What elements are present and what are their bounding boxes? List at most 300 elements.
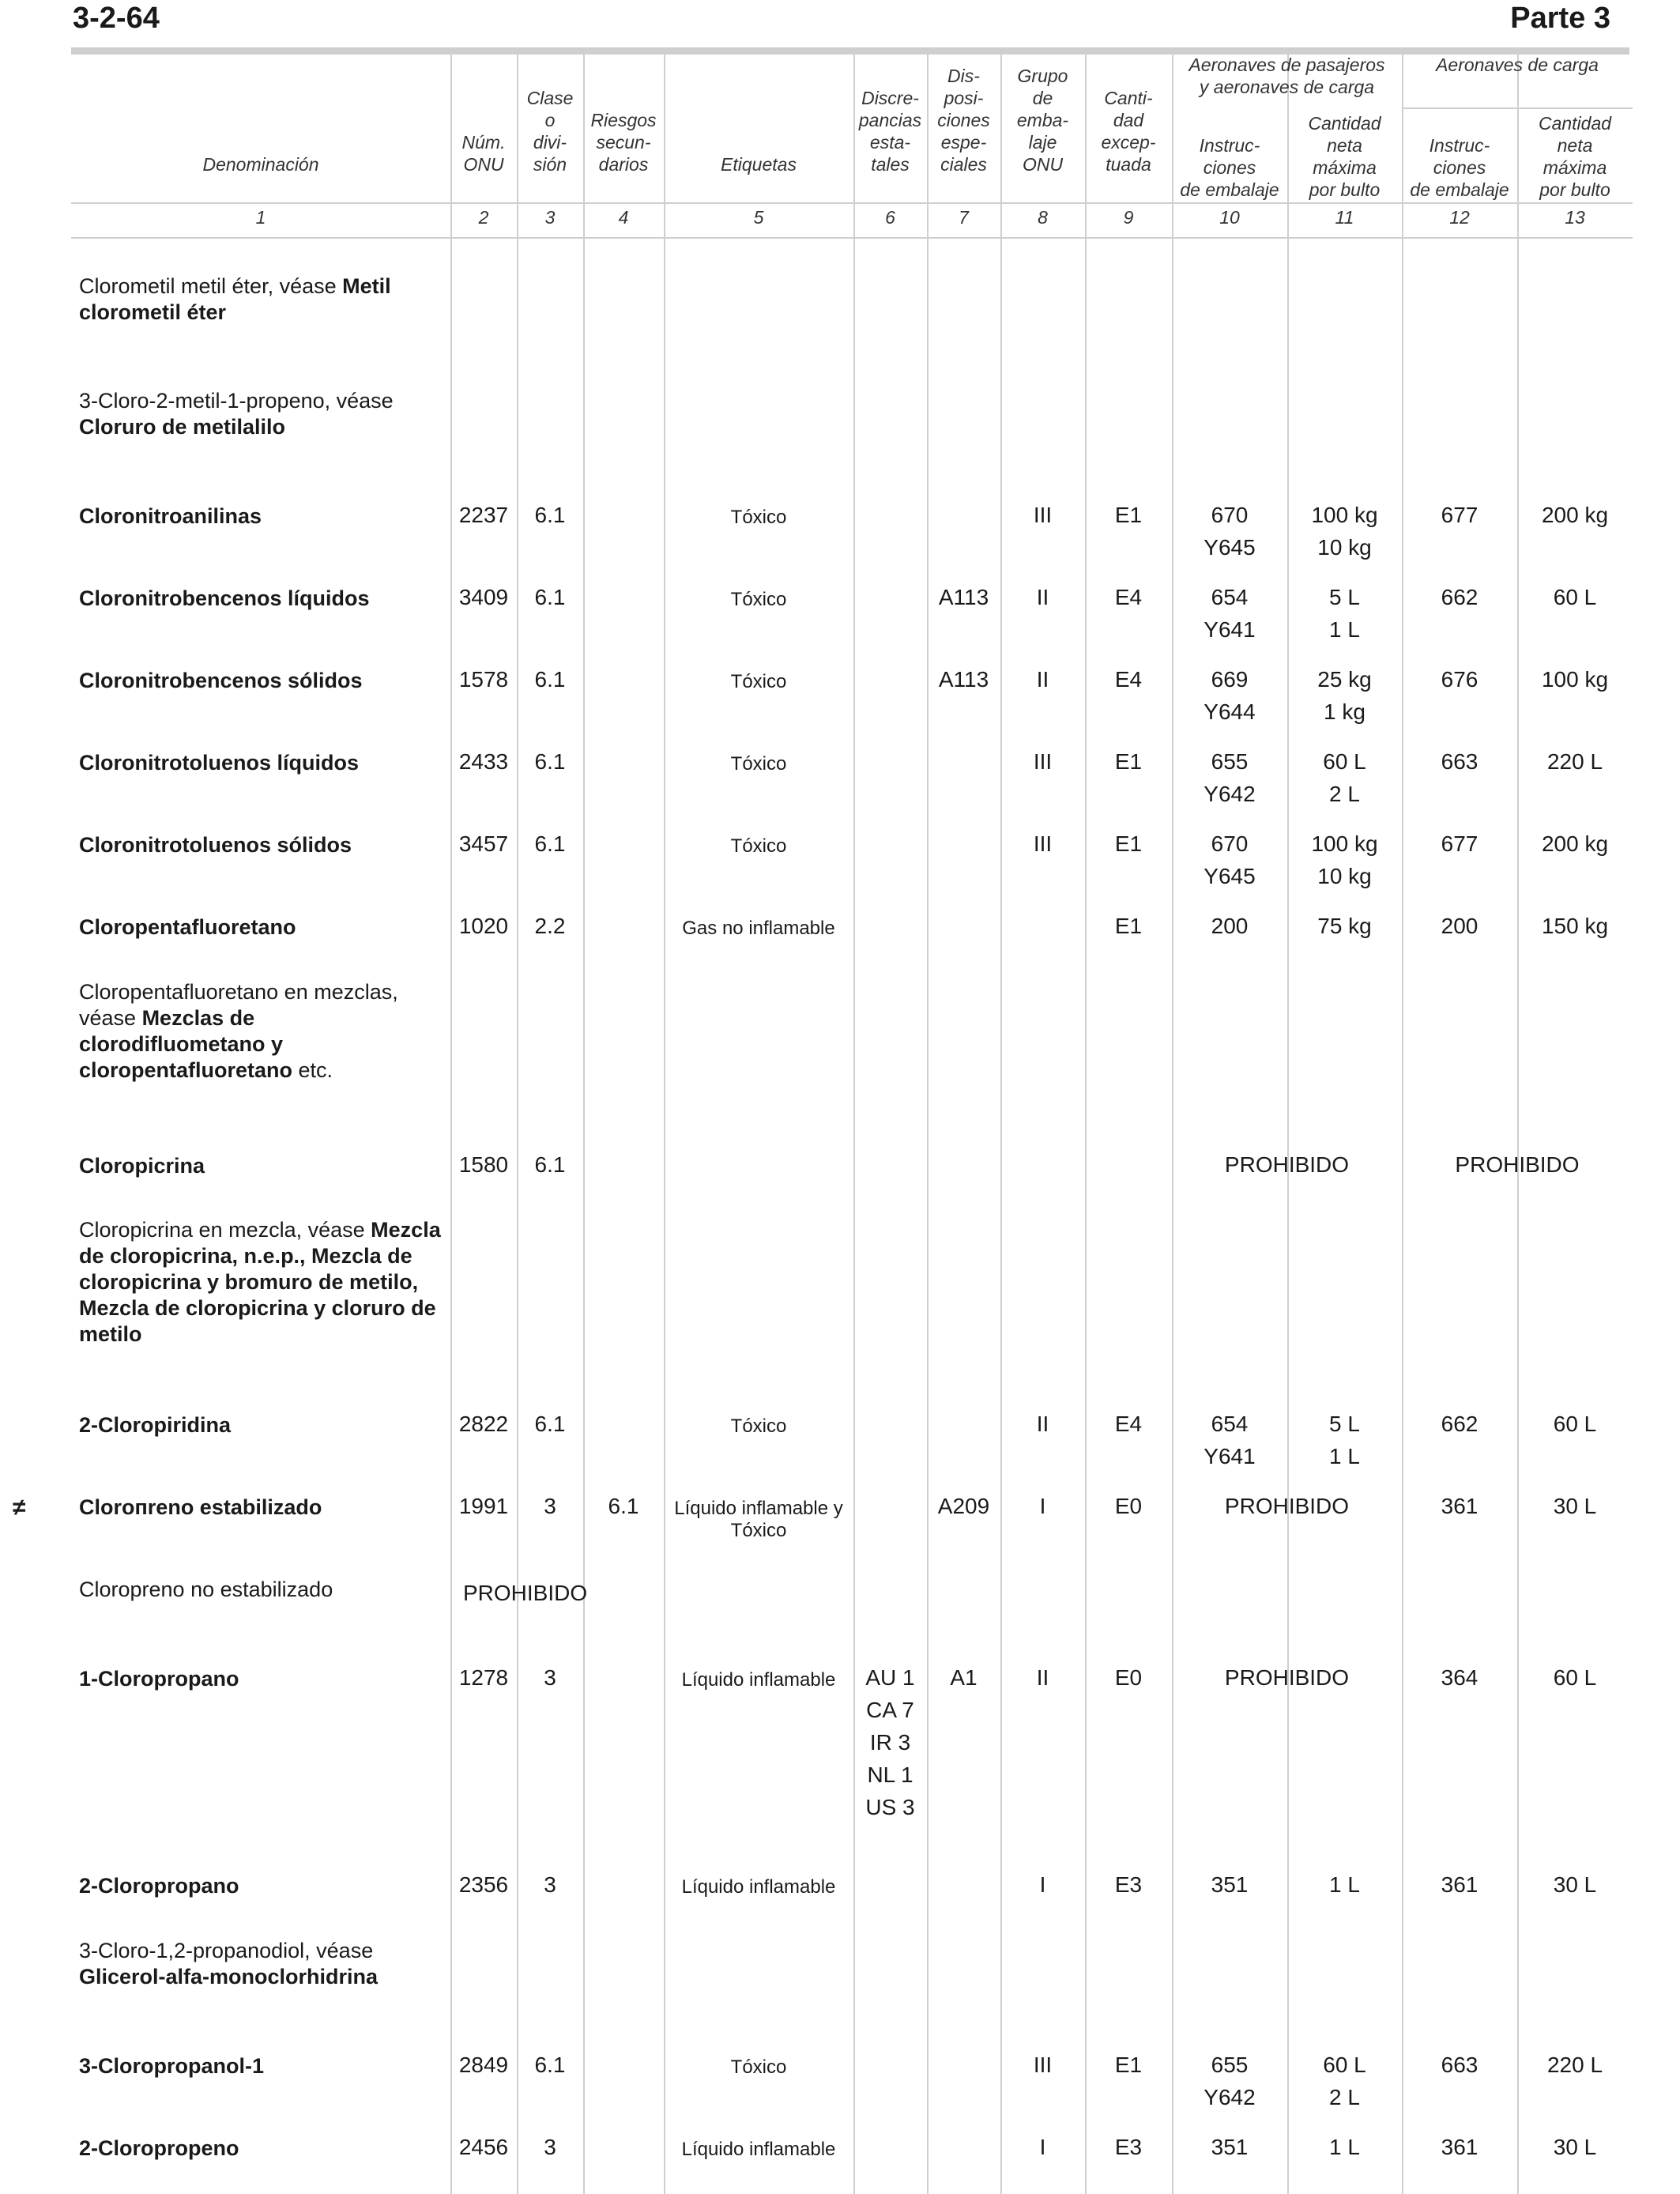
header-line: Discre- (861, 88, 919, 108)
cell-line: US 3 (865, 1795, 915, 1819)
cell-line: II (1036, 667, 1049, 692)
cell-line: Líquido inflamable y Tóxico (674, 1498, 843, 1541)
cell-un (450, 1148, 517, 1181)
cell-c12 (1402, 745, 1517, 778)
cell-c13 (1517, 1408, 1633, 1440)
header-state-variations (853, 87, 927, 175)
cell-line: 670 (1211, 503, 1249, 527)
cell-line: 30 L (1553, 1494, 1597, 1518)
cell-clase (517, 827, 583, 860)
name-part: 1-Cloropropano (79, 1667, 239, 1691)
cell-line: E1 (1114, 749, 1143, 774)
cell-c11 (1287, 1408, 1402, 1472)
cell-line: I (1039, 1494, 1046, 1518)
cell-line: 351 (1211, 1872, 1249, 1897)
cell-line: 6.1 (534, 1412, 566, 1436)
cell-line: 351 (1211, 2135, 1249, 2159)
cell-c11 (1287, 663, 1402, 728)
cell-line: A113 (938, 667, 989, 692)
cell-disp (927, 581, 1000, 613)
cell-line: 2822 (458, 1412, 509, 1436)
header-line: neta (1557, 135, 1593, 156)
cell-c11 (1287, 499, 1402, 564)
cell-line: 654 (1211, 1412, 1249, 1436)
header-line: laje (1028, 132, 1057, 153)
cell-line: IR 3 (869, 1730, 911, 1755)
substance-name (79, 1577, 443, 1603)
cell-grupo (1000, 1661, 1085, 1694)
cell-c11 (1287, 827, 1402, 892)
cell-line: 2 L (1329, 2085, 1360, 2109)
cell-line: Tóxico (730, 753, 787, 775)
header-line: ONU (463, 154, 504, 175)
cell-cant (1085, 1408, 1172, 1440)
cell-c13 (1517, 910, 1633, 942)
cell-line: 3409 (458, 585, 509, 609)
header-line: esta- (869, 132, 911, 153)
cell-line: 75 kg (1317, 914, 1372, 938)
header-line: tales (871, 154, 910, 175)
cell-line: 30 L (1553, 2135, 1597, 2159)
header-line: y aeronaves de carga (1199, 77, 1375, 97)
cell-line: I (1039, 2135, 1046, 2159)
cell-line: 1278 (458, 1665, 509, 1690)
cell-line: E4 (1114, 585, 1143, 609)
cell-line: E1 (1114, 503, 1143, 527)
header-line: ciones (1203, 157, 1256, 178)
substance-name (79, 1153, 443, 1179)
cell-clase (517, 2131, 583, 2163)
header-line: o (544, 110, 556, 130)
cell-line: 2237 (458, 503, 509, 527)
cell-cant (1085, 1868, 1172, 1901)
substance-name (79, 750, 443, 776)
substance-name (79, 1217, 443, 1348)
substance-name (79, 1666, 443, 1692)
cell-c13 (1517, 499, 1633, 531)
name-part: Cloropentafluoretano (79, 915, 296, 939)
cell-c13 (1517, 827, 1633, 860)
header-line: ciones (937, 110, 990, 130)
cell-grupo (1000, 499, 1085, 531)
cell-line: II (1036, 1412, 1049, 1436)
cell-line: 3 (544, 1494, 556, 1518)
name-part: Mezcla de cloropicrina, n.e.p., Mezcla de cloropicrina y bromuro de metilo, Mezcla de cloropicrina y cloruro de metilo (79, 1218, 441, 1346)
cell-line: 1 L (1329, 617, 1360, 642)
header-line: máxima (1313, 157, 1377, 178)
substance-name (79, 979, 443, 1084)
cell-line: 1 L (1329, 2135, 1360, 2159)
cell-etiquetas (664, 1876, 853, 1898)
cell-disp (927, 663, 1000, 696)
cell-line: 6.1 (534, 749, 566, 774)
name-part: Cloropreno no estabilizado (79, 1578, 333, 1601)
cell-c11 (1287, 2131, 1402, 2163)
cell-grupo (1000, 581, 1085, 613)
cell-c13 (1517, 745, 1633, 778)
cell-clase (517, 581, 583, 613)
name-part: 3-Cloro-2-metil-1-propeno, véase (79, 389, 394, 413)
cell-c13 (1517, 1490, 1633, 1522)
cell-c12 (1402, 499, 1517, 531)
header-line: posi- (944, 88, 984, 108)
cell-line: 663 (1441, 749, 1478, 774)
cell-etiquetas (664, 671, 853, 693)
header-line: de embalaje (1410, 179, 1509, 200)
cell-clase (517, 1148, 583, 1181)
cell-line: 1020 (458, 914, 509, 938)
cell-c10 (1172, 663, 1287, 728)
substance-name (79, 832, 443, 858)
cell-cant (1085, 2131, 1172, 2163)
cell-line: 677 (1441, 503, 1478, 527)
name-part: Cloropicrina (79, 1154, 205, 1178)
cell-riesgos (583, 1490, 664, 1522)
cell-line: 361 (1441, 2135, 1478, 2159)
cell-line: 3 (544, 2135, 556, 2159)
cell-line: I (1039, 1872, 1046, 1897)
cell-line: Y642 (1203, 782, 1256, 806)
cell-c13 (1517, 581, 1633, 613)
name-part: 2-Cloropropano (79, 1874, 239, 1898)
cell-c10 (1172, 2049, 1287, 2113)
header-line: divi- (533, 132, 567, 153)
cell-grupo (1000, 745, 1085, 778)
header-line: emba- (1016, 110, 1069, 130)
substance-name (79, 1495, 443, 1521)
cell-c10 (1172, 499, 1287, 564)
substance-name (79, 273, 443, 326)
header-line: tuada (1106, 154, 1151, 175)
cell-clase (517, 499, 583, 531)
cell-line: III (1033, 503, 1053, 527)
cell-c12 (1402, 581, 1517, 613)
cell-line: 100 kg (1311, 503, 1378, 527)
cell-cant (1085, 827, 1172, 860)
cell-c12 (1402, 2049, 1517, 2081)
name-part: Cloronitrobencenos sólidos (79, 669, 363, 692)
header-rule (71, 237, 1633, 239)
cell-un (450, 910, 517, 942)
cell-line: 1 kg (1324, 699, 1365, 724)
part-label: Parte 3 (1510, 2, 1610, 35)
cell-cant (1085, 1490, 1172, 1522)
cell-c12 (1402, 1408, 1517, 1440)
header-rule (71, 202, 1633, 204)
cell-line: E4 (1114, 1412, 1143, 1436)
substance-name (79, 1938, 443, 1990)
cell-etiquetas (664, 589, 853, 611)
cell-line: E0 (1114, 1665, 1143, 1690)
cell-un (450, 581, 517, 613)
cell-line: 6.1 (534, 585, 566, 609)
cell-line: CA 7 (866, 1698, 914, 1722)
cell-c10 (1172, 745, 1287, 810)
cell-c13 (1517, 2049, 1633, 2081)
column-number: 6 (885, 207, 895, 228)
substance-name (79, 2136, 443, 2162)
header-line: Cantidad (1538, 113, 1612, 134)
cell-disp (927, 1661, 1000, 1694)
cell-line: 3457 (458, 831, 509, 856)
cell-line: E4 (1114, 667, 1143, 692)
header-line: Riesgos (590, 110, 657, 130)
cell-cant (1085, 499, 1172, 531)
cell-etiquetas (664, 753, 853, 775)
column-number: 11 (1335, 207, 1354, 228)
cell-line: 2433 (458, 749, 509, 774)
cell-line: 220 L (1546, 2053, 1603, 2077)
cell-etiquetas (664, 1416, 853, 1438)
cell-line: 364 (1441, 1665, 1478, 1690)
header-line: ciones (1433, 157, 1486, 178)
cell-line: 676 (1441, 667, 1478, 692)
header-line: Canti- (1104, 88, 1153, 108)
name-part: Cloronitrotoluenos líquidos (79, 751, 359, 775)
cell-line: 2356 (458, 1872, 509, 1897)
cell-line: 662 (1441, 585, 1478, 609)
cell-line: 60 L (1323, 749, 1366, 774)
header-line: sión (533, 154, 567, 175)
header-cargo-aircraft: Aeronaves de carga (1436, 55, 1599, 75)
cell-line: E1 (1114, 914, 1143, 938)
header-line: por bulto (1539, 179, 1610, 200)
cell-un (450, 2049, 517, 2081)
cell-c11 (1287, 581, 1402, 646)
cell-line: Y641 (1203, 617, 1256, 642)
cell-line: 1 L (1329, 1872, 1360, 1897)
cell-line: Tóxico (730, 671, 787, 692)
cell-line: 2456 (458, 2135, 509, 2159)
cell-clase (517, 910, 583, 942)
header-line: de (1032, 88, 1053, 108)
cell-clase (517, 1490, 583, 1522)
substance-name (79, 586, 443, 612)
cell-c12 (1402, 1490, 1517, 1522)
header-passenger-aircraft (1172, 54, 1402, 98)
header-class (517, 87, 583, 175)
cell-c13 (1517, 2131, 1633, 2163)
cell-etiquetas (664, 2139, 853, 2161)
substance-name (79, 2053, 443, 2079)
cell-line: 3 (544, 1665, 556, 1690)
cell-un (450, 1490, 517, 1522)
name-part: Cloronitrotoluenos sólidos (79, 833, 352, 857)
cell-etiquetas (664, 1669, 853, 1691)
cell-c10 (1172, 1408, 1287, 1472)
name-part: Cloruro de metilalilo (79, 415, 286, 439)
page-number: 3-2-64 (73, 2, 160, 35)
cell-clase (517, 2049, 583, 2081)
cell-un (450, 499, 517, 531)
name-part: Cloropentafluoretano en mezclas, véase (79, 980, 398, 1030)
cell-line: 60 L (1553, 1412, 1597, 1436)
header-line: Cantidad (1308, 113, 1381, 134)
header-subsidiary-risks (583, 109, 664, 175)
cell-un (450, 745, 517, 778)
cell-etiquetas (664, 507, 853, 529)
cell-line: A209 (937, 1494, 990, 1518)
column-number: 12 (1449, 207, 1470, 228)
cell-c10 (1172, 910, 1287, 942)
header-line: por bulto (1309, 179, 1381, 200)
cell-line: 2.2 (534, 914, 566, 938)
column-number: 9 (1123, 207, 1134, 228)
cell-line: 6.1 (608, 1494, 639, 1518)
header-line: ONU (1022, 154, 1064, 175)
prohibited-all: PROHIBIDO (463, 1581, 588, 1605)
cell-line: Y645 (1203, 535, 1256, 560)
group-divider (1402, 107, 1633, 109)
cell-line: 200 kg (1541, 831, 1609, 856)
column-divider (853, 55, 855, 2194)
name-part: Metil clorometil éter (79, 274, 391, 324)
cell-line: 677 (1441, 831, 1478, 856)
cell-line: 361 (1441, 1872, 1478, 1897)
header-special-provisions (927, 65, 1000, 175)
cell-line: Y641 (1203, 1444, 1256, 1468)
cell-grupo (1000, 1868, 1085, 1901)
cell-line: E1 (1114, 831, 1143, 856)
cell-line: 655 (1211, 2053, 1249, 2077)
column-divider (664, 55, 665, 2194)
cell-line: 1 L (1329, 1444, 1360, 1468)
cell-grupo (1000, 1490, 1085, 1522)
cell-un (450, 2131, 517, 2163)
header-line: máxima (1543, 157, 1607, 178)
column-divider (927, 55, 929, 2194)
cell-line: 1991 (458, 1494, 509, 1518)
cell-line: 220 L (1546, 749, 1603, 774)
cell-etiquetas (664, 2056, 853, 2079)
cell-line: E1 (1114, 2053, 1143, 2077)
cell-c12 (1402, 2131, 1517, 2163)
name-part: Glicerol-alfa-monoclorhidrina (79, 1965, 379, 1989)
header-line: neta (1327, 135, 1362, 156)
substance-name (79, 914, 443, 941)
cell-line: 670 (1211, 831, 1249, 856)
header-denominacion: Denominación (202, 154, 319, 175)
cell-line: 200 (1211, 914, 1249, 938)
name-part: Mezclas de clorodifluometano y cloropentafluoretano (79, 1006, 293, 1082)
cell-c11 (1287, 2049, 1402, 2113)
cell-c13 (1517, 1868, 1633, 1901)
cell-c10 (1172, 827, 1287, 892)
name-part: Cloronitrobencenos líquidos (79, 586, 370, 610)
name-part: Clorопreno estabilizado (79, 1495, 322, 1519)
cell-line: E3 (1114, 1872, 1143, 1897)
header-line: Núm. (461, 132, 506, 153)
cell-cant (1085, 745, 1172, 778)
header-line: Aeronaves de pasajeros (1188, 55, 1385, 75)
cell-un (450, 827, 517, 860)
cell-line: Líquido inflamable (681, 1876, 836, 1898)
name-part: 3-Cloro-1,2-propanodiol, véase (79, 1939, 374, 1962)
prohibited-passenger: PROHIBIDO (1224, 1152, 1350, 1177)
prohibited-cargo: PROHIBIDO (1455, 1152, 1580, 1177)
column-number: 13 (1565, 207, 1585, 228)
cell-line: Tóxico (730, 835, 787, 857)
name-part: Cloronitroanilinas (79, 504, 262, 528)
cell-line: 6.1 (534, 503, 566, 527)
column-number: 7 (959, 207, 969, 228)
cell-c11 (1287, 745, 1402, 810)
column-number: 3 (544, 207, 556, 228)
cell-cant (1085, 1661, 1172, 1694)
cell-line: 150 kg (1541, 914, 1609, 938)
cell-c13 (1517, 1661, 1633, 1694)
cell-line: 25 kg (1317, 667, 1372, 692)
cell-line: 5 L (1329, 585, 1360, 609)
cell-line: A1 (950, 1665, 977, 1690)
cell-c13 (1517, 663, 1633, 696)
cell-cant (1085, 663, 1172, 696)
cell-line: Gas no inflamable (682, 918, 835, 939)
cell-un (450, 1661, 517, 1694)
cell-line: II (1036, 585, 1049, 609)
cell-cant (1085, 2049, 1172, 2081)
cell-un (450, 1868, 517, 1901)
cell-line: Tóxico (730, 507, 787, 528)
prohibited-passenger: PROHIBIDO (1224, 1665, 1350, 1690)
cell-line: NL 1 (867, 1762, 913, 1787)
name-part: 3-Cloropropanol-1 (79, 2054, 264, 2078)
cell-etiquetas (664, 835, 853, 858)
cell-clase (517, 663, 583, 696)
header-line: ciales (940, 154, 987, 175)
cell-etiquetas (664, 1498, 853, 1542)
cell-c10 (1172, 1868, 1287, 1901)
cell-line: 654 (1211, 585, 1249, 609)
cell-line: Tóxico (730, 1416, 787, 1437)
name-part: Clorometil metil éter, véase (79, 274, 343, 298)
cell-c11 (1287, 910, 1402, 942)
substance-name (79, 388, 443, 440)
substance-name (79, 503, 443, 530)
cell-line: 10 kg (1317, 864, 1372, 888)
cell-line: Tóxico (730, 589, 787, 610)
cell-line: AU 1 (865, 1665, 915, 1690)
cell-line: 5 L (1329, 1412, 1360, 1436)
header-packing-instructions-pax (1172, 134, 1287, 201)
header-line: excep- (1101, 132, 1156, 153)
header-line: pancias (858, 110, 922, 130)
cell-c10 (1172, 581, 1287, 646)
cell-line: 2 L (1329, 782, 1360, 806)
cell-cant (1085, 581, 1172, 613)
cell-line: 655 (1211, 749, 1249, 774)
header-line: Clase (526, 88, 574, 108)
cell-line: 60 L (1553, 585, 1597, 609)
column-number: 10 (1219, 207, 1240, 228)
cell-line: III (1033, 2053, 1053, 2077)
cell-line: 662 (1441, 1412, 1478, 1436)
column-number: 4 (618, 207, 629, 228)
cell-line: 6.1 (534, 667, 566, 692)
cell-line: Tóxico (730, 2056, 787, 2078)
name-part: Cloropicrina en mezcla, véase (79, 1218, 371, 1242)
header-line: espe- (940, 132, 987, 153)
cell-c12 (1402, 1868, 1517, 1901)
cell-line: Y642 (1203, 2085, 1256, 2109)
cell-grupo (1000, 827, 1085, 860)
cell-line: 2849 (458, 2053, 509, 2077)
change-marker: ≠ (13, 1495, 26, 1521)
cell-line: 669 (1211, 667, 1249, 692)
cell-un (450, 663, 517, 696)
cell-line: II (1036, 1665, 1049, 1690)
cell-clase (517, 745, 583, 778)
